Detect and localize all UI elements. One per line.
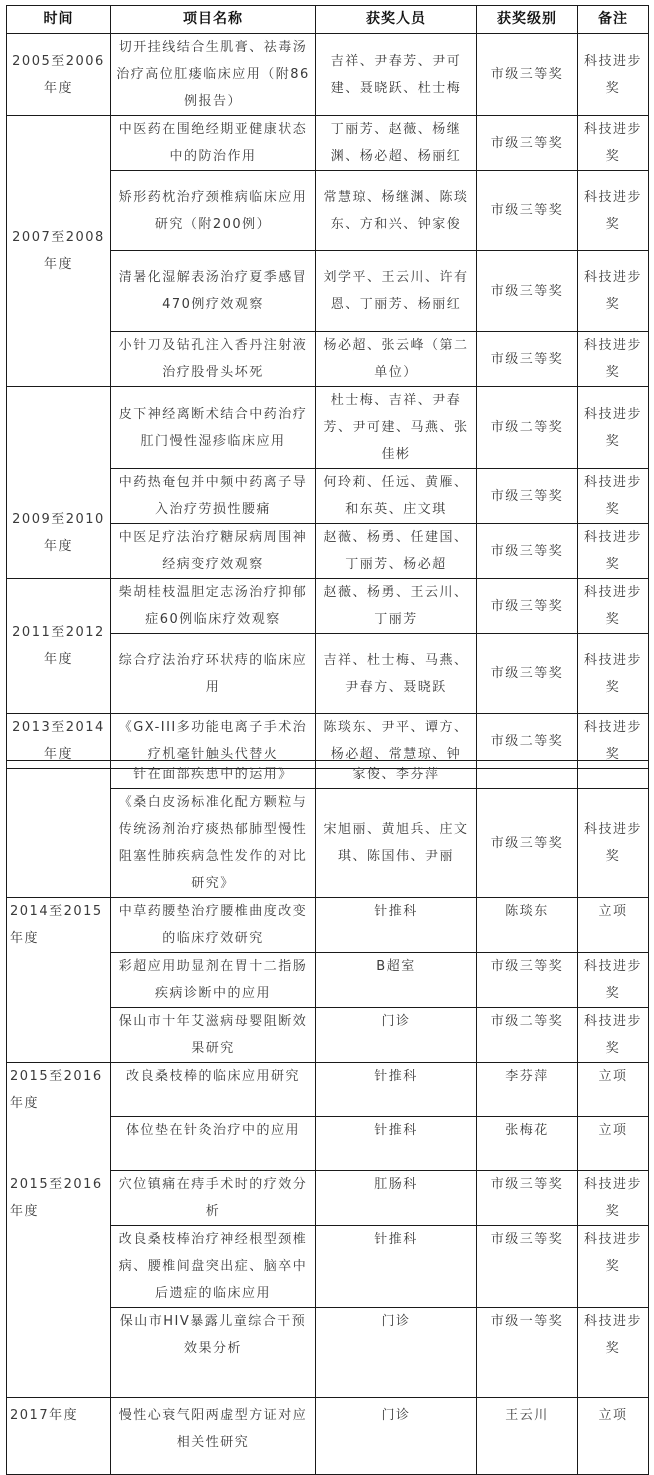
project-cell: 彩超应用助显剂在胃十二指肠疾病诊断中的应用 <box>111 953 316 1008</box>
period-cell <box>7 1063 111 1398</box>
winners-cell: 针推科 <box>316 1063 477 1117</box>
remark-cell: 科技进步奖 <box>578 116 649 171</box>
level-cell: 市级三等奖 <box>477 953 578 1008</box>
project-cell: 中草药腰垫治疗腰椎曲度改变的临床疗效研究 <box>111 898 316 953</box>
remark-cell: 立项 <box>578 1117 649 1171</box>
remark-cell <box>578 761 649 789</box>
period-label-repeat: 2015至2016年度 <box>10 1177 103 1219</box>
remark-cell: 科技进步奖 <box>578 1308 649 1398</box>
winners-cell: 常慧琼、杨继渊、陈琰东、方和兴、钟家俊 <box>316 171 477 251</box>
project-cell: 改良桑枝棒的临床应用研究 <box>111 1063 316 1117</box>
awards-table-part1 <box>6 5 649 769</box>
level-cell: 市级三等奖 <box>477 469 578 524</box>
remark-cell: 科技进步奖 <box>578 789 649 898</box>
remark-cell: 科技进步奖 <box>578 34 649 116</box>
level-cell: 市级一等奖 <box>477 1308 578 1398</box>
period-cell: 2014至2015年度 <box>7 898 111 1063</box>
winners-cell: 门诊 <box>316 1008 477 1063</box>
remark-cell: 立项 <box>578 1063 649 1117</box>
remark-cell: 立项 <box>578 1398 649 1475</box>
project-cell: 综合疗法治疗环状痔的临床应用 <box>111 634 316 714</box>
remark-cell: 科技进步奖 <box>578 579 649 634</box>
header-winners: 获奖人员 <box>316 6 477 34</box>
level-cell: 王云川 <box>477 1398 578 1475</box>
remark-cell: 科技进步奖 <box>578 387 649 469</box>
remark-cell: 科技进步奖 <box>578 171 649 251</box>
period-label: 2015至2016年度 <box>10 1069 103 1111</box>
project-cell: 改良桑枝棒治疗神经根型颈椎病、腰椎间盘突出症、脑卒中后遗症的临床应用 <box>111 1226 316 1308</box>
table-row <box>7 387 649 469</box>
remark-cell: 科技进步奖 <box>578 469 649 524</box>
project-cell: 小针刀及钻孔注入香丹注射液治疗股骨头坏死 <box>111 332 316 387</box>
level-cell: 市级二等奖 <box>477 714 578 769</box>
level-cell: 市级三等奖 <box>477 579 578 634</box>
level-cell: 市级三等奖 <box>477 789 578 898</box>
header-time: 时间 <box>7 6 111 34</box>
winners-cell: 肛肠科 <box>316 1171 477 1226</box>
level-cell: 市级二等奖 <box>477 387 578 469</box>
remark-cell: 科技进步奖 <box>578 524 649 579</box>
winners-cell: 杨必超、张云峰（第二单位） <box>316 332 477 387</box>
level-cell: 市级三等奖 <box>477 634 578 714</box>
table-row <box>7 116 649 171</box>
period-cell: 2013至2014年度 <box>7 714 111 769</box>
project-cell: 中医药在围绝经期亚健康状态中的防治作用 <box>111 116 316 171</box>
winners-cell: 丁丽芳、赵薇、杨继渊、杨必超、杨丽红 <box>316 116 477 171</box>
awards-table-part2 <box>6 760 649 1475</box>
winners-cell: 陈琰东、尹平、谭方、杨必超、常慧琼、钟 <box>316 714 477 769</box>
winners-cell: 针推科 <box>316 898 477 953</box>
project-cell: 矫形药枕治疗颈椎病临床应用研究（附200例） <box>111 171 316 251</box>
period-cell: 2005至2006年度 <box>7 34 111 116</box>
project-cell: 《GX-III多功能电离子手术治疗机毫针触头代替火 <box>111 714 316 769</box>
header-level: 获奖级别 <box>477 6 578 34</box>
project-cell: 慢性心衰气阳两虚型方证对应相关性研究 <box>111 1398 316 1475</box>
winners-cell: 杜士梅、吉祥、尹春芳、尹可建、马燕、张佳彬 <box>316 387 477 469</box>
winners-cell: 何玲莉、任远、黄雁、和东英、庄文琪 <box>316 469 477 524</box>
winners-cell: 吉祥、杜士梅、马燕、尹春方、聂晓跃 <box>316 634 477 714</box>
remark-cell: 科技进步奖 <box>578 1171 649 1226</box>
level-cell: 市级三等奖 <box>477 116 578 171</box>
level-cell <box>477 761 578 789</box>
project-cell: 穴位镇痛在痔手术时的疗效分析 <box>111 1171 316 1226</box>
period-cell: 2017年度 <box>7 1398 111 1475</box>
project-cell: 保山市十年艾滋病母婴阻断效果研究 <box>111 1008 316 1063</box>
project-cell: 体位垫在针灸治疗中的应用 <box>111 1117 316 1171</box>
remark-cell: 科技进步奖 <box>578 953 649 1008</box>
header-project: 项目名称 <box>111 6 316 34</box>
winners-cell: 宋旭丽、黄旭兵、庄文琪、陈国伟、尹丽 <box>316 789 477 898</box>
level-cell: 市级三等奖 <box>477 1226 578 1308</box>
winners-cell: 针推科 <box>316 1117 477 1171</box>
remark-cell: 科技进步奖 <box>578 714 649 769</box>
level-cell: 市级二等奖 <box>477 1008 578 1063</box>
project-cell: 中医足疗法治疗糖尿病周围神经病变疗效观察 <box>111 524 316 579</box>
level-cell: 市级三等奖 <box>477 332 578 387</box>
winners-cell: B超室 <box>316 953 477 1008</box>
table-row <box>7 1398 649 1475</box>
winners-cell: 门诊 <box>316 1308 477 1398</box>
project-cell: 清暑化湿解表汤治疗夏季感冒470例疗效观察 <box>111 251 316 332</box>
winners-cell: 家俊、李芬萍 <box>316 761 477 789</box>
winners-cell: 吉祥、尹春芳、尹可建、聂晓跃、杜士梅 <box>316 34 477 116</box>
level-cell: 张梅花 <box>477 1117 578 1171</box>
project-cell: 《桑白皮汤标准化配方颗粒与传统汤剂治疗痰热郁肺型慢性阻塞性肺疾病急性发作的对比研究》 <box>111 789 316 898</box>
level-cell: 市级三等奖 <box>477 34 578 116</box>
remark-cell: 立项 <box>578 898 649 953</box>
winners-cell: 赵薇、杨勇、任建国、丁丽芳、杨必超 <box>316 524 477 579</box>
table-row <box>7 761 649 789</box>
project-cell: 切开挂线结合生肌膏、祛毒汤治疗高位肛瘘临床应用（附86例报告） <box>111 34 316 116</box>
period-cell: 2011至2012年度 <box>7 579 111 714</box>
level-cell: 市级三等奖 <box>477 1171 578 1226</box>
level-cell: 李芬萍 <box>477 1063 578 1117</box>
table-row <box>7 579 649 634</box>
period-cell: 2007至2008年度 <box>7 116 111 387</box>
winners-cell: 刘学平、王云川、许有恩、丁丽芳、杨丽红 <box>316 251 477 332</box>
project-cell: 中药热奄包并中频中药离子导入治疗劳损性腰痛 <box>111 469 316 524</box>
level-cell: 市级三等奖 <box>477 171 578 251</box>
project-cell: 柴胡桂枝温胆定志汤治疗抑郁症60例临床疗效观察 <box>111 579 316 634</box>
remark-cell: 科技进步奖 <box>578 1008 649 1063</box>
level-cell: 陈琰东 <box>477 898 578 953</box>
level-cell: 市级三等奖 <box>477 524 578 579</box>
remark-cell: 科技进步奖 <box>578 634 649 714</box>
table-row <box>7 34 649 116</box>
table-row <box>7 1063 649 1117</box>
table-header-row <box>7 6 649 34</box>
remark-cell: 科技进步奖 <box>578 251 649 332</box>
project-cell: 保山市HIV暴露儿童综合干预效果分析 <box>111 1308 316 1398</box>
winners-cell: 针推科 <box>316 1226 477 1308</box>
table-row <box>7 898 649 953</box>
project-cell: 皮下神经离断术结合中药治疗肛门慢性湿疹临床应用 <box>111 387 316 469</box>
period-cell <box>7 761 111 898</box>
winners-cell: 门诊 <box>316 1398 477 1475</box>
project-cell: 针在面部疾患中的运用》 <box>111 761 316 789</box>
period-cell: 2009至2010年度 <box>7 387 111 579</box>
header-remark: 备注 <box>578 6 649 34</box>
level-cell: 市级三等奖 <box>477 251 578 332</box>
winners-cell: 赵薇、杨勇、王云川、丁丽芳 <box>316 579 477 634</box>
remark-cell: 科技进步奖 <box>578 332 649 387</box>
remark-cell: 科技进步奖 <box>578 1226 649 1308</box>
